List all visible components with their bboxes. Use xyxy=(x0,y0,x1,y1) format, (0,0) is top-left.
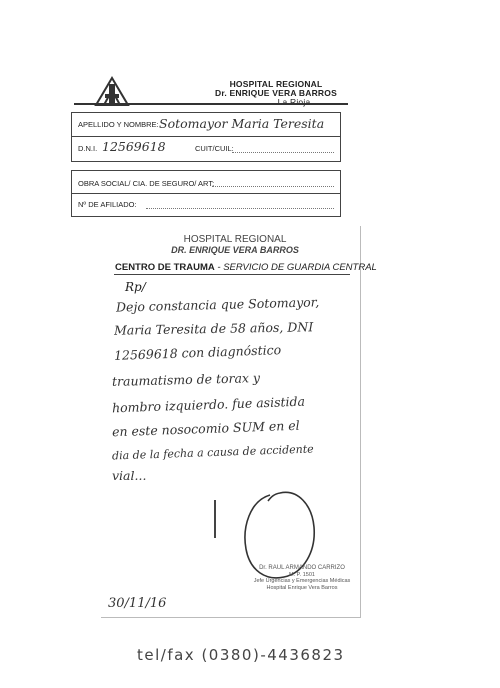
handwritten-line-5: hombro izquierdo. fue asistida xyxy=(111,393,306,416)
afiliado-dotted-line xyxy=(146,208,334,209)
prescription-hospital-line1: HOSPITAL REGIONAL xyxy=(183,234,287,245)
hospital-name-line1: HOSPITAL REGIONAL xyxy=(229,79,323,89)
service-rule xyxy=(114,274,350,275)
name-label: APELLIDO Y NOMBRE: xyxy=(78,120,159,129)
handwritten-line-1: Dejo constancia que Sotomayor, xyxy=(115,294,320,315)
rp-mark: Rp/ xyxy=(125,280,146,294)
handwritten-line-8: vial... xyxy=(112,468,147,483)
service-heading xyxy=(115,262,377,273)
handwritten-line-7: dia de la fecha a causa de accidente xyxy=(111,442,314,463)
header-rule xyxy=(74,103,348,105)
handwritten-line-6: en este nosocomio SUM en el xyxy=(111,417,300,440)
insurance-box-divider xyxy=(72,193,340,194)
dni-label: D.N.I. xyxy=(78,144,98,153)
obra-social-dotted-line xyxy=(212,186,334,187)
stamp-position: Jefe Urgencias y Emergencias Médicas xyxy=(253,578,351,584)
afiliado-label: Nº DE AFILIADO: xyxy=(78,200,137,209)
stamp-hospital: Hospital Enrique Vera Barros xyxy=(266,584,338,591)
prescription-hospital-line2: DR. ENRIQUE VERA BARROS xyxy=(171,245,299,255)
prescription-hospital-heading xyxy=(120,234,350,256)
handwritten-date: 30/11/16 xyxy=(108,596,167,611)
hospital-name-line2: Dr. ENRIQUE VERA BARROS xyxy=(215,88,337,98)
pen-stroke xyxy=(214,500,216,538)
obra-social-label: OBRA SOCIAL/ CIA. DE SEGURO/ ART: xyxy=(78,179,215,188)
handwritten-line-2: Maria Teresita de 58 años, DNI xyxy=(113,319,314,338)
insurance-box xyxy=(71,170,341,217)
stamp-license: M. P. 1501 xyxy=(289,571,315,578)
cuit-label: CUIT/CUIL: xyxy=(195,144,234,153)
patient-box-divider xyxy=(72,136,340,137)
patient-box xyxy=(71,112,341,162)
name-value: Sotomayor Maria Teresita xyxy=(159,116,325,131)
stamp-doctor-name: Dr. RAUL ARMANDO CARRIZO xyxy=(259,565,345,571)
center-label: CENTRO DE TRAUMA xyxy=(115,262,215,273)
handwritten-line-4: traumatismo de torax y xyxy=(111,370,261,389)
hospital-city: La Rioja xyxy=(277,97,311,107)
doctor-stamp xyxy=(247,565,357,591)
dni-value: 12569618 xyxy=(102,139,166,154)
prescription-sheet-bottom-edge xyxy=(101,617,361,618)
handwritten-line-3: 12569618 con diagnóstico xyxy=(113,342,282,363)
service-label: - SERVICIO DE GUARDIA CENTRAL xyxy=(217,262,377,273)
cuit-dotted-line xyxy=(232,152,334,153)
handwritten-phone: tel/fax (0380)-4436823 xyxy=(137,646,345,664)
